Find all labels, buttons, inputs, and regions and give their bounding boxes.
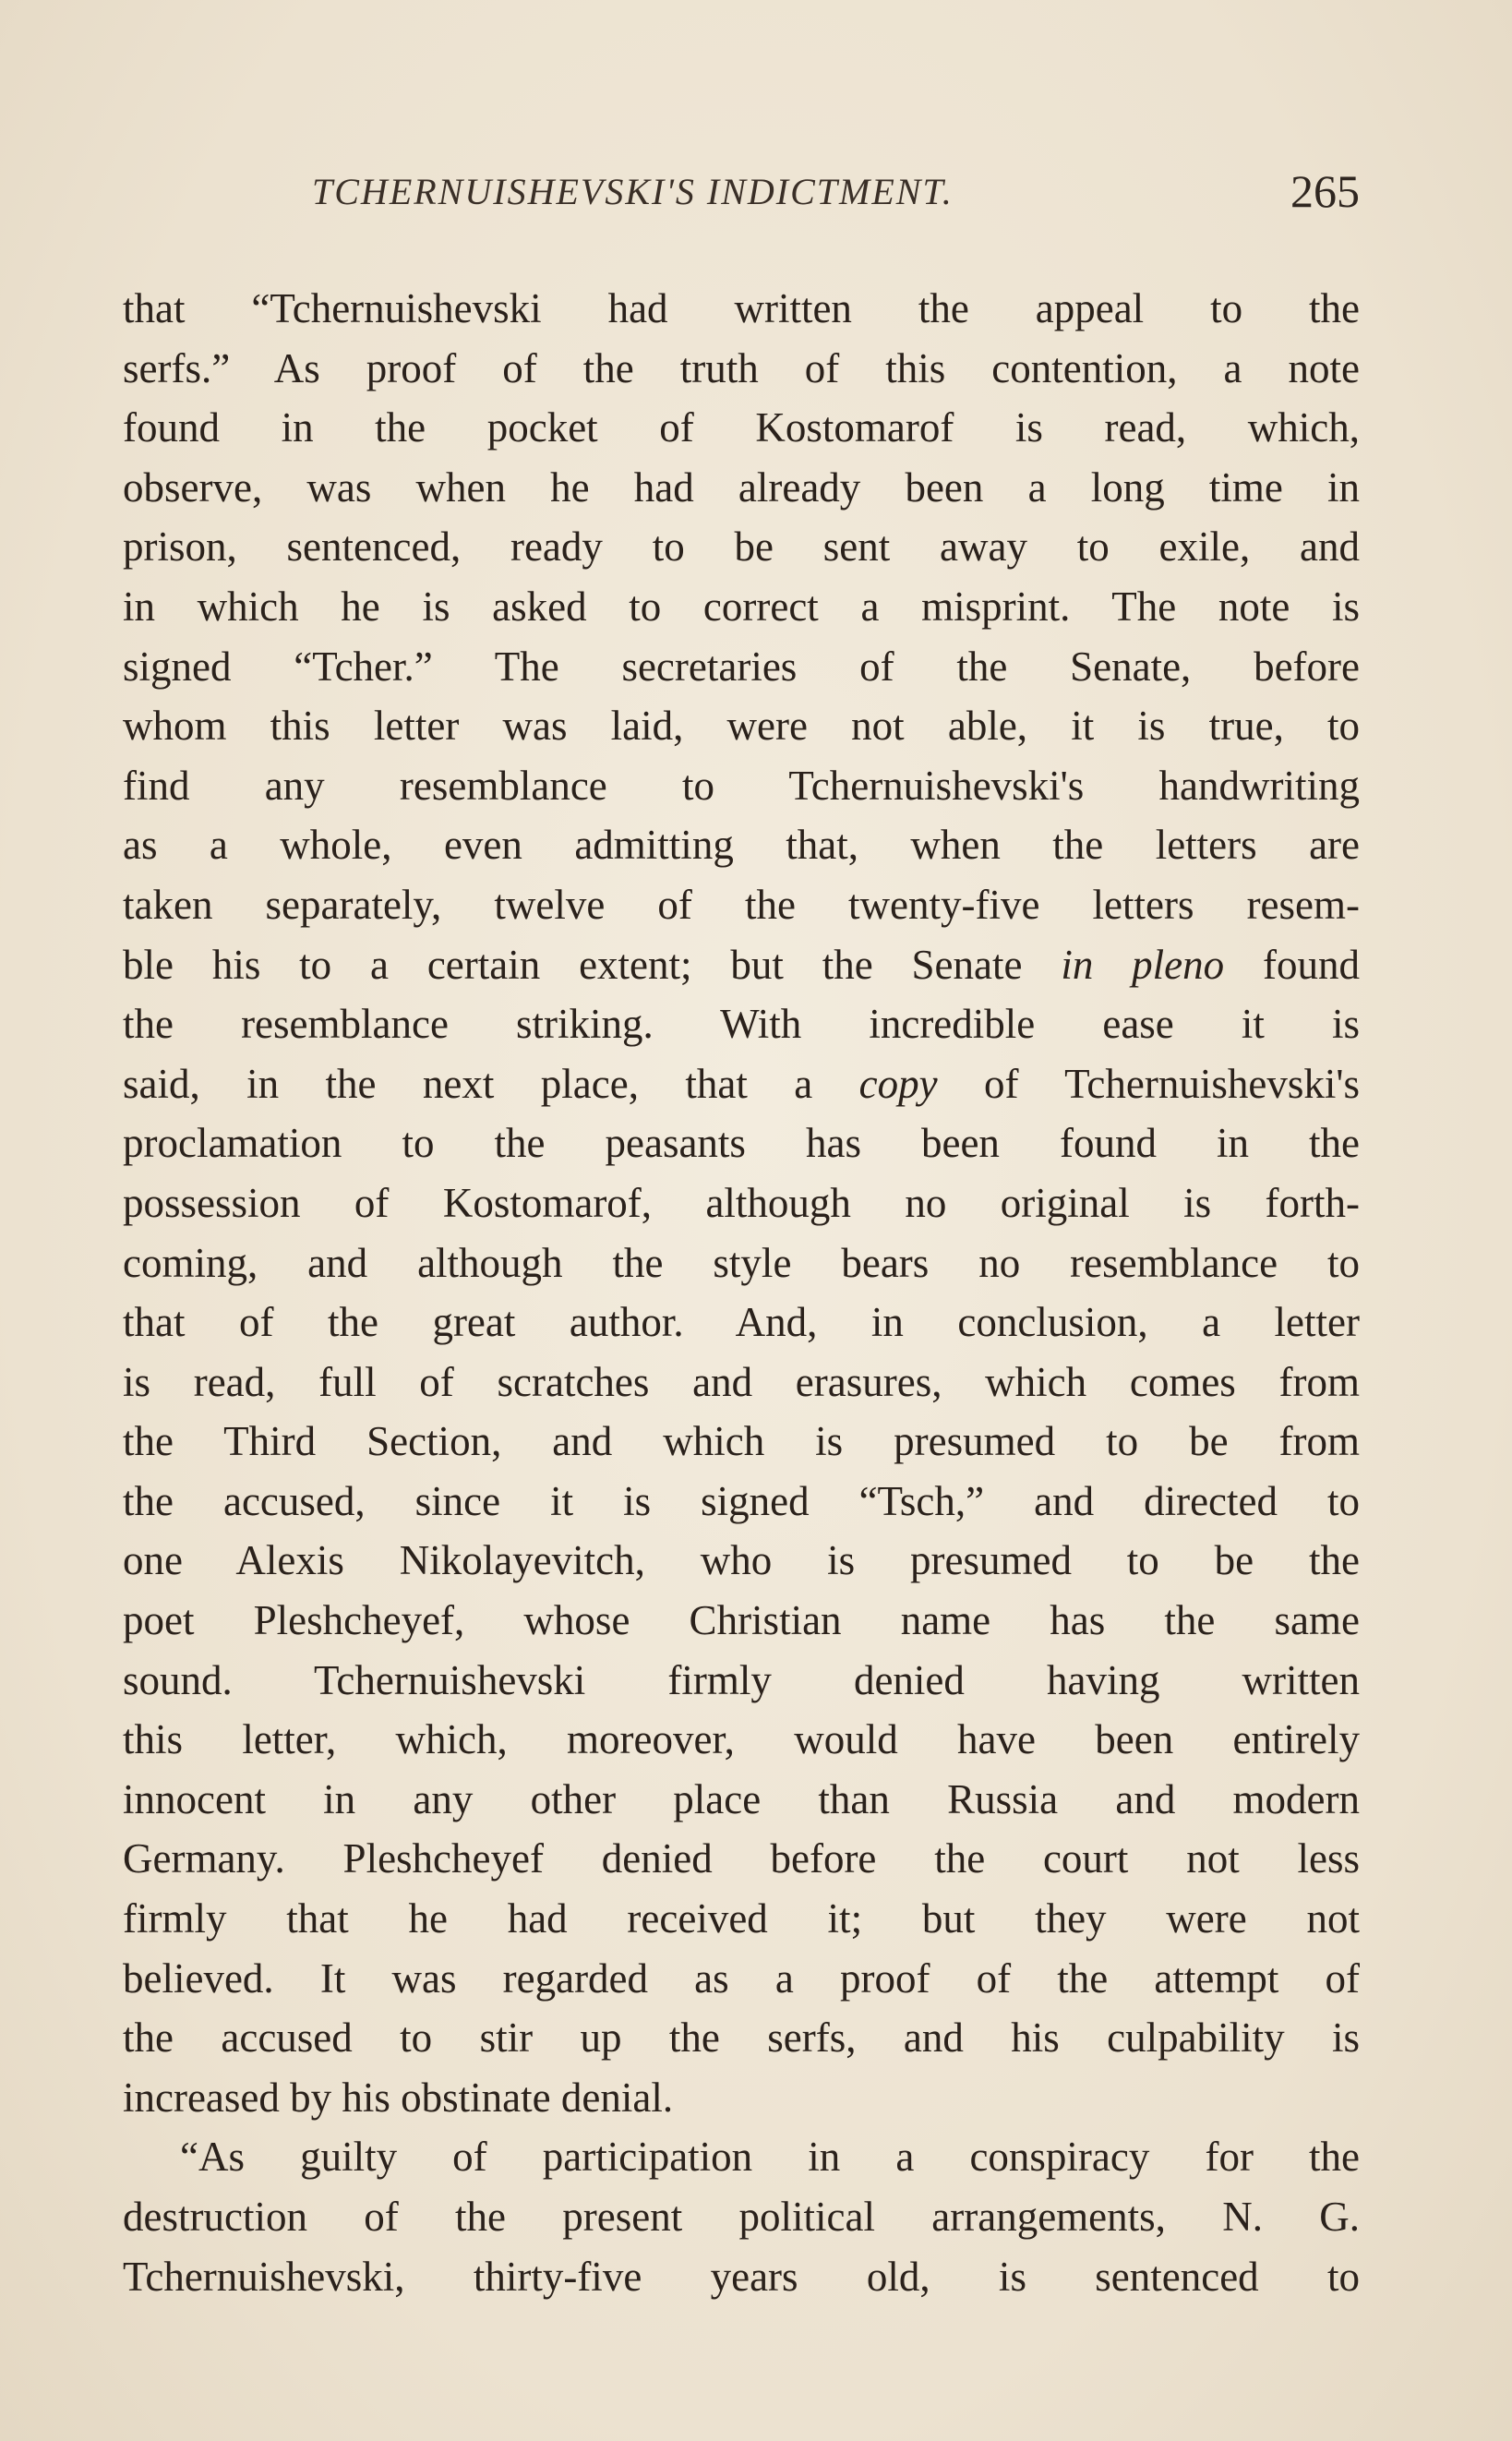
text-line: coming, and although the style bears no resemblance to [123,1239,1360,1286]
text-line: one Alexis Nikolayevitch, who is presumed to be the [123,1537,1360,1584]
italic-phrase: in pleno [1061,941,1225,988]
text-line: firmly that he had received it; but they were not [123,1895,1360,1942]
text-line: Germany. Pleshcheyef denied before the court not less [123,1835,1360,1882]
text-line: signed “Tcher.” The secretaries of the Senate, before [123,643,1360,690]
text-line: whom this letter was laid, were not able, it is true, to [123,703,1360,750]
text-line: found in the pocket of Kostomarof is read, which, [123,404,1360,451]
text-line: the Third Section, and which is presumed to be from [123,1418,1360,1465]
text-line: destruction of the present political arrangements, N. G. [123,2194,1360,2240]
text-line: taken separately, twelve of the twenty-five letters resem- [123,881,1360,928]
text-line: find any resemblance to Tchernuishevski's handwriting [123,762,1360,809]
body-text [123,279,1360,2306]
text-line: innocent in any other place than Russia and modern [123,1775,1360,1822]
text-segment: found [1224,941,1360,988]
text-line: sound. Tchernuishevski firmly denied having written [123,1656,1360,1703]
paragraph-1 [123,279,1360,2127]
text-line: observe, was when he had already been a long time in [123,463,1360,511]
text-line: that “Tchernuishevski had written the appeal to the [123,285,1360,331]
text-line: as a whole, even admitting that, when the letters are [123,822,1360,869]
text-line: possession of Kostomarof, although no original is forth- [123,1179,1360,1226]
text-line: serfs.” As proof of the truth of this contention, a note [123,344,1360,391]
text-line: this letter, which, moreover, would have been entirely [123,1716,1360,1763]
text-line: the accused, since it is signed “Tsch,” and directed to [123,1477,1360,1524]
text-line: prison, sentenced, ready to be sent away to exile, and [123,523,1360,571]
text-line: that of the great author. And, in conclusion, a letter [123,1299,1360,1346]
text-line [123,1054,1360,1114]
text-line: the resemblance striking. With incredible ease it is [123,1001,1360,1048]
italic-phrase: copy [858,1060,938,1107]
text-line: Tchernuishevski, thirty-five years old, is sentenced to [123,2253,1360,2300]
text-segment: ble his to a certain extent; but the Senate [123,941,1062,988]
text-line: is read, full of scratches and erasures, which comes from [123,1358,1360,1405]
page-header [123,164,1360,229]
text-line: the accused to stir up the serfs, and his culpability is [123,2014,1360,2062]
page-number: 265 [1290,165,1360,217]
text-line [123,935,1360,995]
text-segment: of Tchernuishevski's [937,1060,1360,1107]
text-line: “As guilty of participation in a conspiracy for the [180,2134,1360,2181]
running-title: TCHERNUISHEVSKI'S INDICTMENT. [312,171,954,212]
text-line: poet Pleshcheyef, whose Christian name has the same [123,1597,1360,1644]
text-line: proclamation to the peasants has been found in the [123,1120,1360,1167]
text-line: increased by his obstinate denial. [123,2074,674,2121]
text-segment: said, in the next place, that a [123,1060,859,1107]
text-line: believed. It was regarded as a proof of the attempt of [123,1954,1360,2002]
paragraph-2 [123,2127,1360,2306]
text-line: in which he is asked to correct a misprint. The note is [123,583,1360,630]
